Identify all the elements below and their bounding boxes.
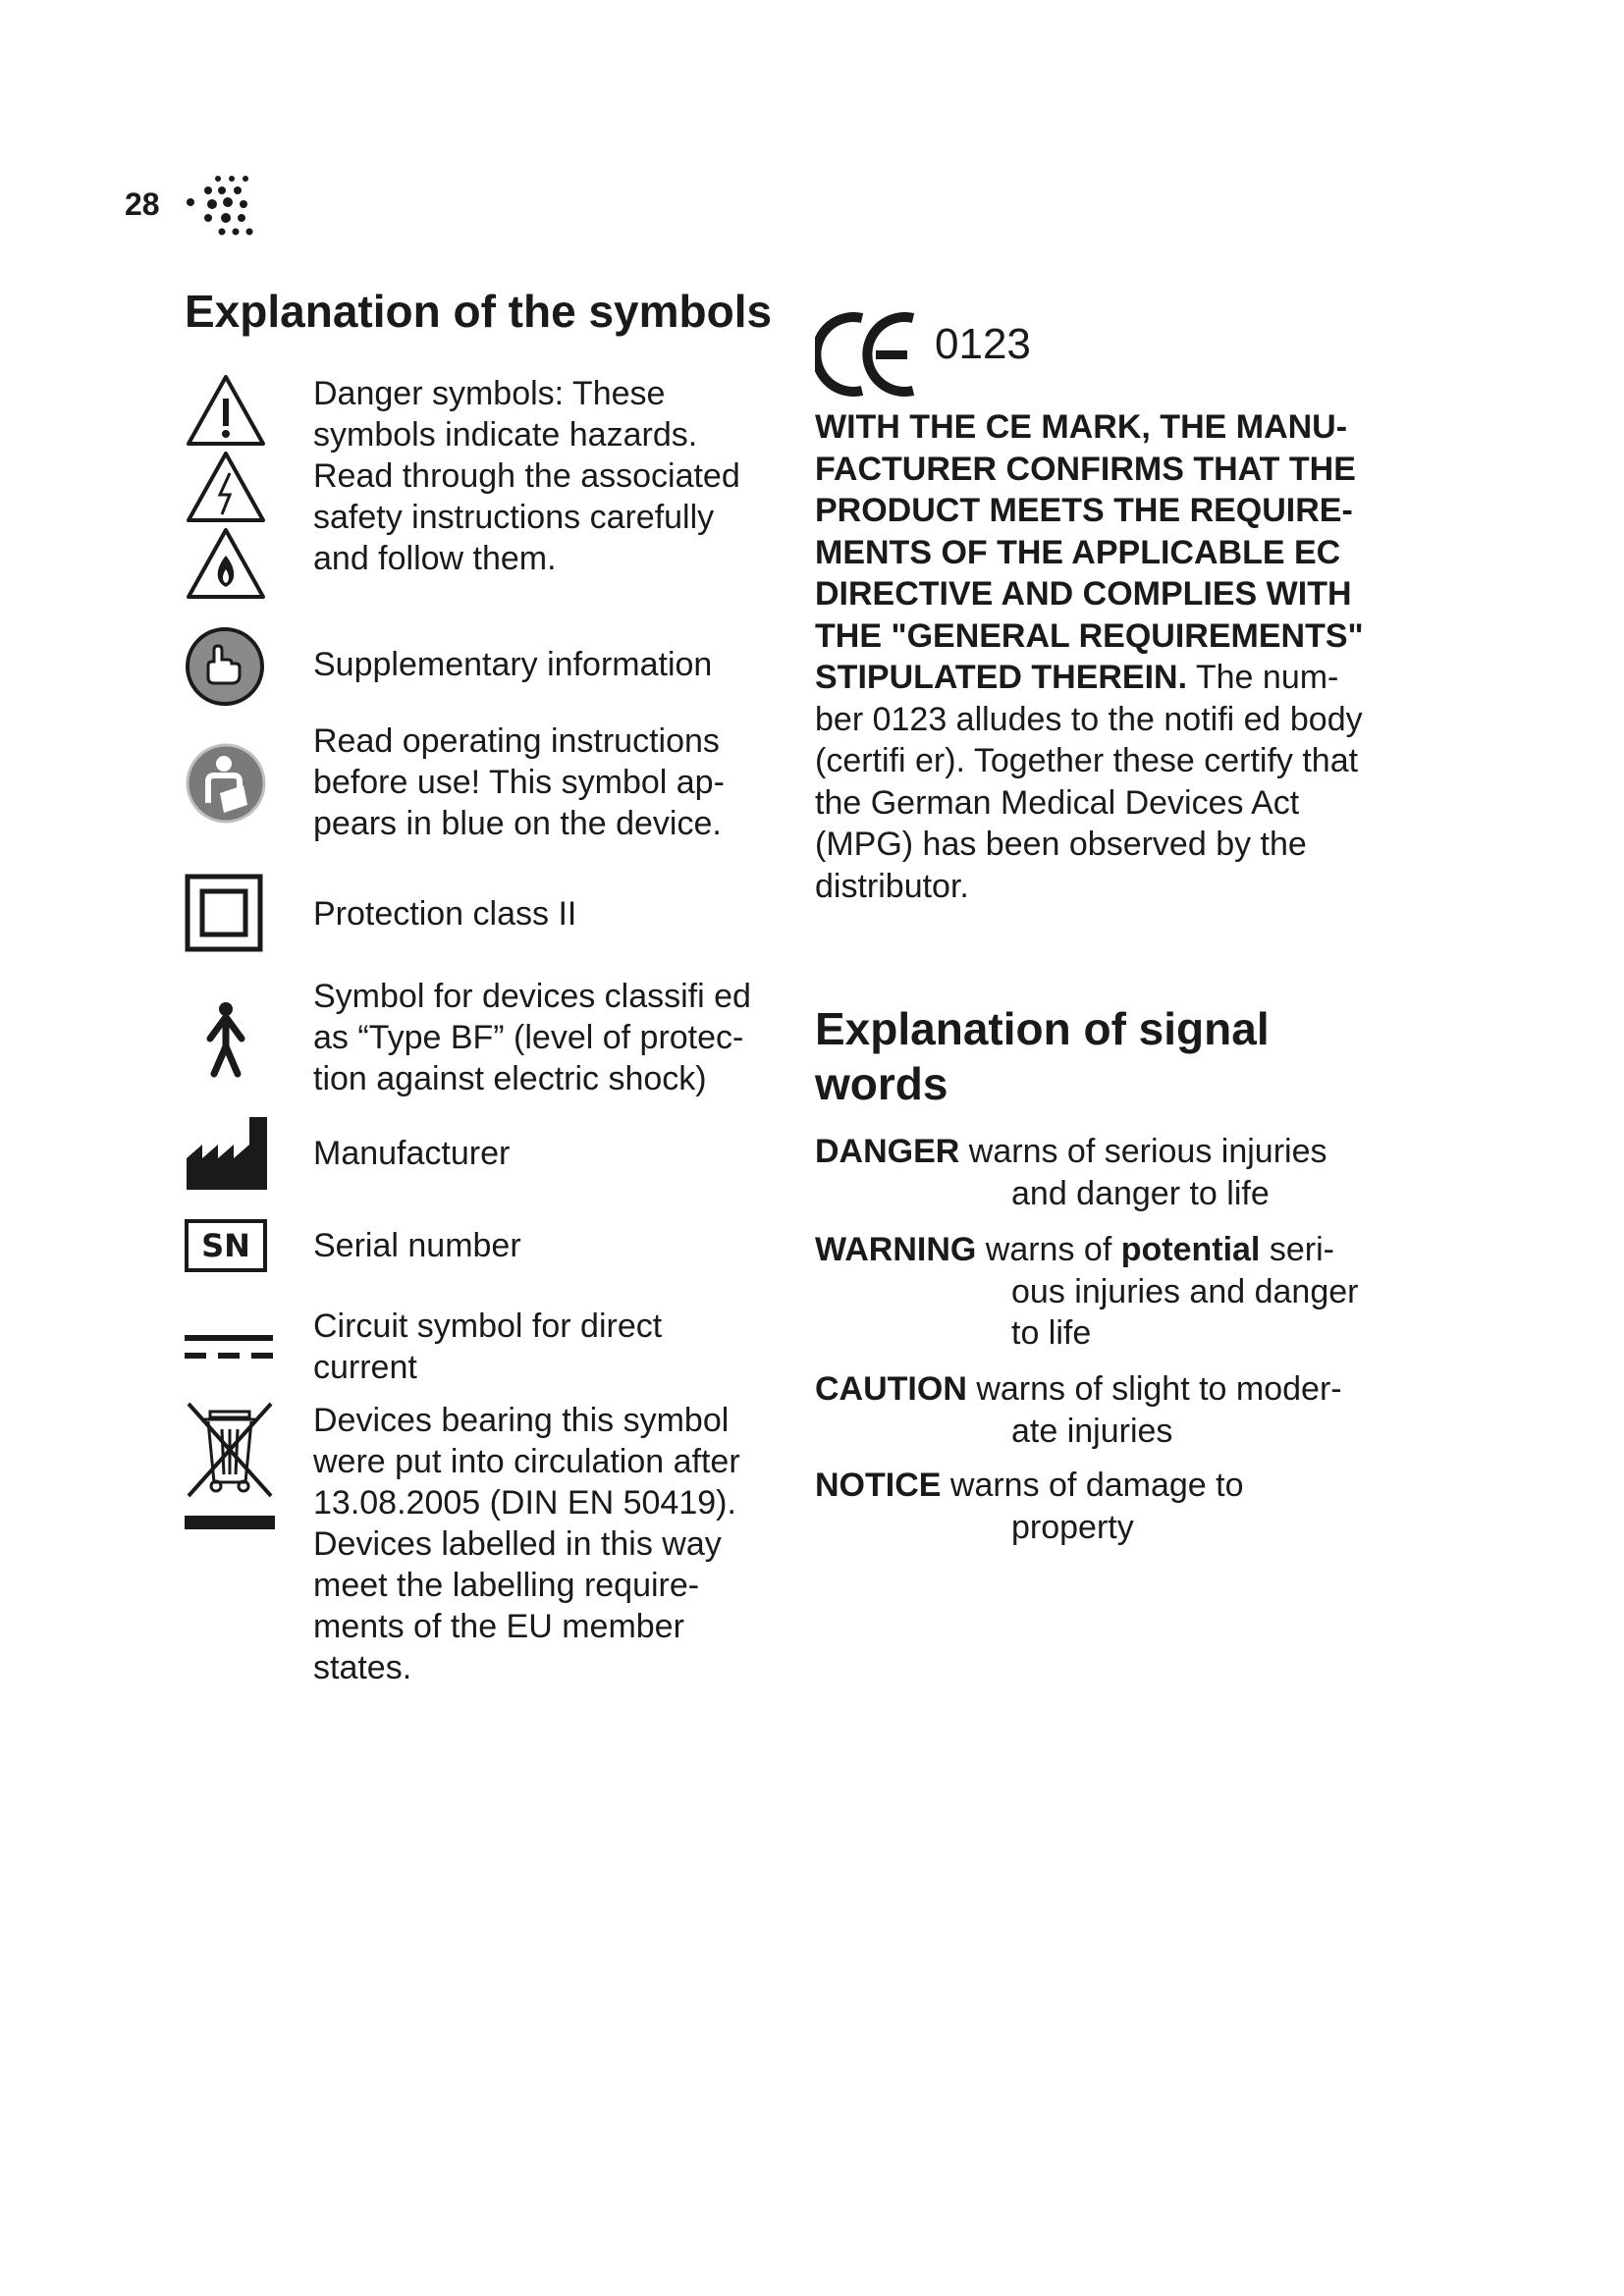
warning-triangles-icon xyxy=(185,373,267,599)
symbol-text-weee: Devices bearing this symbol were put into circulation after 13.08.2005 (DIN EN 50419). Devices labelled in this way meet the labelling require- ments of the EU member states. xyxy=(313,1402,740,1686)
dots-logo-icon xyxy=(187,173,255,238)
ce-notified-body-number: 0123 xyxy=(935,320,1031,368)
symbol-item-serial-number xyxy=(185,1219,784,1278)
read-instructions-icon xyxy=(185,742,267,825)
serial-number-icon: SN xyxy=(185,1219,267,1272)
symbol-text-type-bf: Symbol for devices classifi ed as “Type BF” (level of protec- tion against electric shock) xyxy=(313,978,751,1097)
symbol-item-manufacturer xyxy=(185,1115,784,1198)
signal-item-caution: CAUTION warns of slight to moder- ate injuries xyxy=(815,1370,1342,1450)
weee-bin-icon xyxy=(185,1400,275,1533)
symbols-section xyxy=(185,285,784,1686)
ce-mark-icon xyxy=(815,312,919,397)
manufacturer-icon xyxy=(185,1115,269,1192)
symbol-text-manufacturer: Manufacturer xyxy=(313,1135,511,1172)
symbol-text-protection-class: Protection class II xyxy=(313,895,577,933)
protection-class-ii-icon xyxy=(185,874,263,952)
page-number: 28 xyxy=(125,187,160,222)
symbol-item-protection-class xyxy=(185,874,784,956)
type-bf-icon xyxy=(185,999,267,1078)
symbol-item-weee xyxy=(185,1400,784,1694)
symbol-item-danger xyxy=(185,373,784,599)
symbol-text-direct-current: Circuit symbol for direct current xyxy=(313,1308,663,1386)
symbol-item-direct-current xyxy=(185,1306,784,1394)
symbol-text-read-instructions: Read operating instructions before use! This symbol ap- pears in blue on the device. xyxy=(313,722,725,842)
symbol-item-read-instructions xyxy=(185,721,784,848)
signal-item-notice: NOTICE warns of damage to property xyxy=(815,1467,1244,1546)
symbol-text-danger: Danger symbols: These symbols indicate hazards. Read through the associated safety instructions carefully and follow them. xyxy=(313,375,740,577)
signal-item-warning: WARNING warns of potential seri- ous injuries and danger to life xyxy=(815,1231,1359,1352)
symbol-text-supplementary: Supplementary information xyxy=(313,646,713,683)
symbols-section-title: Explanation of the symbols xyxy=(185,286,773,337)
supplementary-info-icon xyxy=(185,626,265,707)
direct-current-icon xyxy=(185,1333,273,1362)
signal-item-danger: DANGER warns of serious injuries and danger to life xyxy=(815,1133,1327,1212)
symbol-item-type-bf xyxy=(185,976,784,1103)
ce-explanation: WITH THE CE MARK, THE MANU- FACTURER CONFIRMS THAT THE PRODUCT MEETS THE REQUIRE- MENTS OF THE APPLICABLE EC DIRECTIVE AND COMPLIES WITH THE "GENERAL REQUIREMENTS" STIPULATED THEREIN. The num- ber 0123 alludes to the notifi ed body (certifi er). Together these certify that the German Medical Devices Act (MPG) has been observed by the distributor. xyxy=(815,408,1364,905)
ce-mark-block xyxy=(815,304,1404,393)
signal-section-title: Explanation of signal words xyxy=(815,1003,1270,1109)
symbol-item-supplementary xyxy=(185,626,784,705)
symbol-text-serial-number: Serial number xyxy=(313,1227,521,1264)
